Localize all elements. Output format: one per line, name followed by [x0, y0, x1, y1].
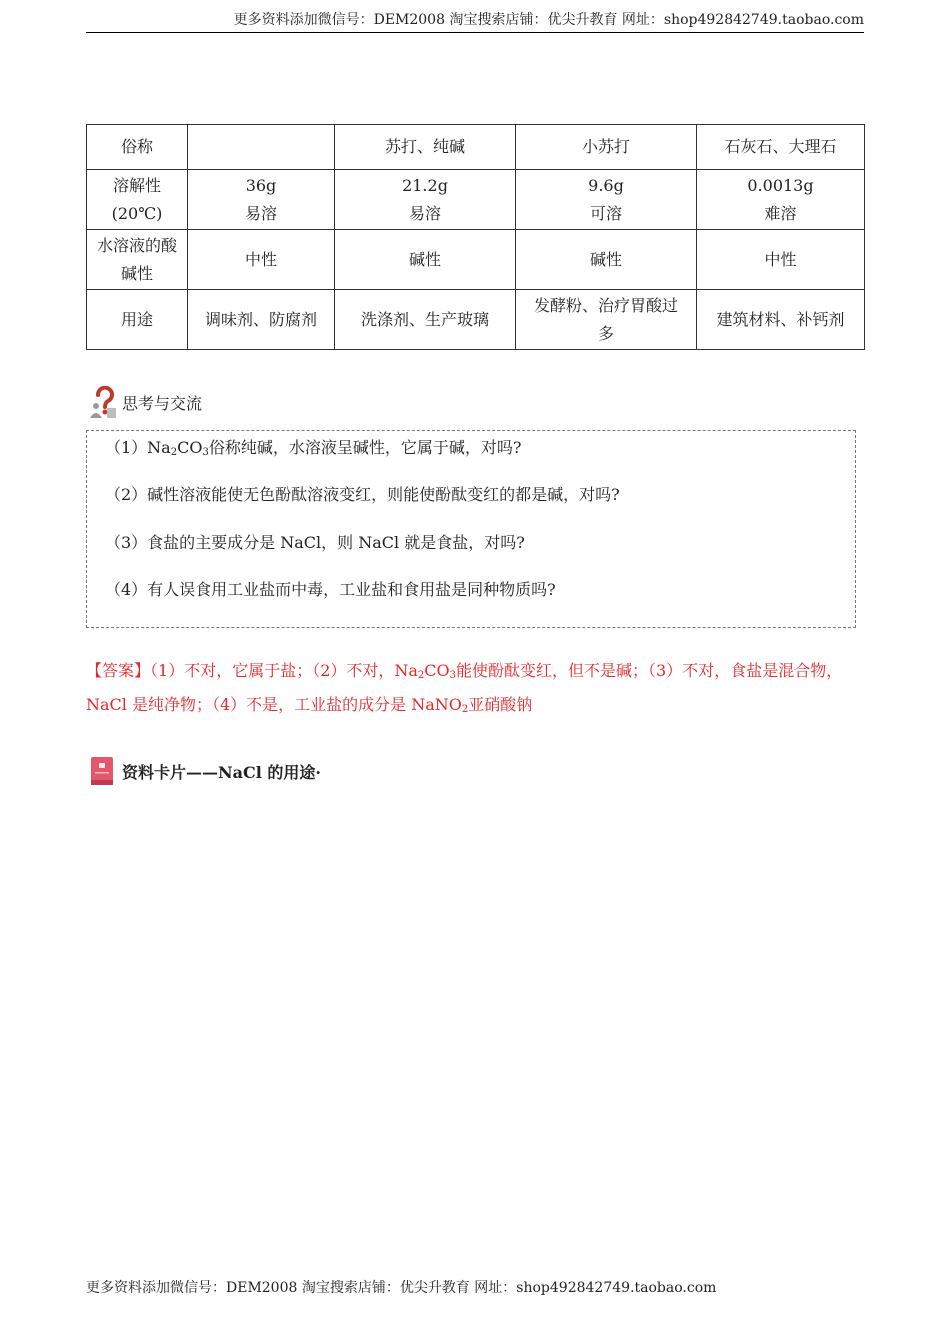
- table-cell: [188, 125, 335, 170]
- table-cell: 小苏打: [516, 125, 697, 170]
- question-box: [86, 430, 856, 628]
- question-4: （4）有人误食用工业盐而中毒，工业盐和食用盐是同种物质吗?: [105, 580, 556, 599]
- table-cell: 36g 易溶: [188, 170, 335, 230]
- question-3: （3）食盐的主要成分是 NaCl，则 NaCl 就是食盐，对吗?: [105, 533, 525, 552]
- table-row: [87, 170, 865, 230]
- table-row: [87, 230, 865, 290]
- table-cell: 9.6g 可溶: [516, 170, 697, 230]
- think-discuss-heading: [88, 386, 202, 418]
- table-cell: 碱性: [516, 230, 697, 290]
- table-cell: 发酵粉、治疗胃酸过 多: [516, 290, 697, 350]
- table-row: [87, 125, 865, 170]
- table-cell: 中性: [188, 230, 335, 290]
- table-row: [87, 290, 865, 350]
- question-1: $(1)Na_2CO_3$俗称纯碱，水溶液呈碱性，它属于碱，对吗?: [105, 438, 522, 458]
- table-cell: 中性: [697, 230, 865, 290]
- table-cell: 0.0013g 难溶: [697, 170, 865, 230]
- question-2: （2）碱性溶液能使无色酚酞溶液变红，则能使酚酞变红的都是碱，对吗?: [105, 485, 620, 504]
- info-card-heading: [88, 756, 321, 786]
- think-title: 思考与交流: [122, 393, 203, 413]
- table-cell: 21.2g 易溶: [335, 170, 516, 230]
- salt-properties-table: [86, 124, 865, 350]
- page-header: 更多资料添加微信号：DEM2008 淘宝搜索店铺：优尖升教育 网址：shop492842749.taobao.com: [86, 10, 864, 33]
- answer-label: 【答案】: [86, 661, 151, 680]
- row-header-cell: 水溶液的酸 碱性: [87, 230, 188, 290]
- page-footer: 更多资料添加微信号：DEM2008 淘宝搜索店铺：优尖升教育 网址：shop492842749.taobao.com: [86, 1280, 717, 1296]
- question-person-icon: [88, 386, 118, 418]
- info-card-title: 资料卡片——NaCl 的用途·: [122, 762, 321, 782]
- answer-paragraph: 【答案】（1）不对，它属于盐；（2）不对，$Na_2CO_3$能使酚酞变红，但不是碱；（3）不对，食盐是混合物，NaCl 是纯净物；（4）不是，工业盐的成分是 NaNO$_2$亚硝酸钠: [86, 661, 843, 715]
- table-cell: 建筑材料、补钙剂: [697, 290, 865, 350]
- table-cell: 苏打、纯碱: [335, 125, 516, 170]
- book-card-icon: [88, 756, 116, 786]
- table-cell: 洗涤剂、生产玻璃: [335, 290, 516, 350]
- row-header-cell: 溶解性 (20℃): [87, 170, 188, 230]
- table-cell: 调味剂、防腐剂: [188, 290, 335, 350]
- table-cell: 石灰石、大理石: [697, 125, 865, 170]
- row-header-cell: 用途: [87, 290, 188, 350]
- row-header-cell: 俗称: [87, 125, 188, 170]
- table-cell: 碱性: [335, 230, 516, 290]
